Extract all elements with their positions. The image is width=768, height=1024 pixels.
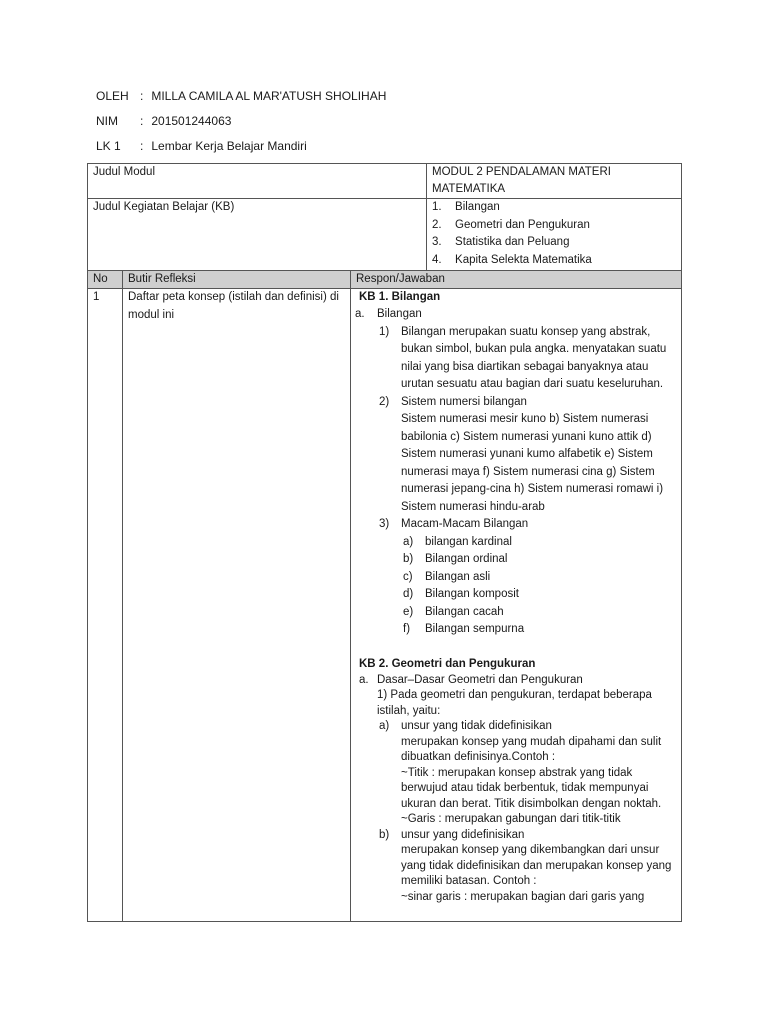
kb1-title: KB 1. Bilangan bbox=[359, 291, 441, 303]
kb2-item-b: b) unsur yang didefinisikan bbox=[379, 828, 525, 841]
kb2-garis: ~Garis : merupakan gabungan dari titik-titik bbox=[401, 813, 621, 825]
kb1-subitem: d) Bilangan komposit bbox=[403, 588, 519, 600]
kb-title-label: Judul Kegiatan Belajar (KB) bbox=[88, 199, 427, 271]
kb-title-row bbox=[88, 199, 682, 271]
kb1-item-2: 2) Sistem numersi bilangan bbox=[379, 395, 527, 408]
kb2-item-b-detail: merupakan konsep yang dikembangkan dari unsur yang tidak didefinisikan dan merupakan konsep yang memiliki batasan. Contoh : bbox=[401, 844, 672, 887]
kb2-section-a: a. Dasar–Dasar Geometri dan Pengukuran bbox=[359, 673, 583, 686]
kb2-intro: 1) Pada geometri dan pengukuran, terdapat beberapa istilah, yaitu: bbox=[377, 689, 652, 717]
author-line bbox=[96, 89, 386, 103]
kb2-title: KB 2. Geometri dan Pengukuran bbox=[359, 657, 536, 670]
header-respon: Respon/Jawaban bbox=[351, 271, 682, 289]
kb2-titik: ~Titik : merupakan konsep abstrak yang tidak berwujud atau tidak berbentuk, tidak mempunyai ukuran dan berat. Titik disimbolkan dengan noktah. bbox=[401, 766, 662, 810]
kb2-item-a: a) unsur yang tidak didefinisikan bbox=[379, 720, 552, 732]
table-row bbox=[88, 289, 682, 922]
header-butir: Butir Refleksi bbox=[123, 271, 351, 289]
kb2-item-a-detail: merupakan konsep yang mudah dipahami dan sulit dibuatkan definisinya.Contoh : bbox=[401, 735, 662, 763]
row-number: 1 bbox=[88, 289, 123, 922]
reflection-table bbox=[87, 163, 682, 922]
nim-line bbox=[96, 114, 231, 128]
author-name: MILLA CAMILA AL MAR'ATUSH SHOLIHAH bbox=[151, 89, 387, 103]
nim-value: 201501244063 bbox=[151, 114, 232, 128]
kb-list-item: 2. Geometri dan Pengukuran bbox=[432, 218, 590, 231]
author-key: OLEH bbox=[96, 89, 129, 103]
section-spacer bbox=[355, 639, 681, 656]
kb1-item-1: 1) Bilangan merupakan suatu konsep yang abstrak, bukan simbol, bukan pula angka. menyatakan suatu nilai yang bisa diartikan sebagai banyaknya atau urutan sesuatu atau bagian dari suatu keseluruhan. bbox=[379, 325, 667, 390]
row-response bbox=[351, 289, 682, 922]
kb1-item-3: 3) Macam-Macam Bilangan bbox=[379, 518, 529, 530]
nim-colon: : bbox=[140, 114, 144, 128]
kb-list bbox=[427, 199, 682, 271]
lk-colon: : bbox=[140, 139, 144, 153]
kb1-section-a: a. Bilangan bbox=[355, 308, 422, 320]
kb1-subitem: a) bilangan kardinal bbox=[403, 535, 512, 548]
author-colon: : bbox=[140, 89, 144, 103]
kb1-item-2-detail: Sistem numerasi mesir kuno b) Sistem numerasi babilonia c) Sistem numerasi yunani kuno attik d) Sistem numerasi yunani kumo alfabetik e) Sistem numerasi maya f) Sistem numerasi cina g) Sistem numerasi jepang-cina h) Sistem numerasi romawi i) Sistem numerasi hindu-arab bbox=[401, 413, 664, 513]
kb1-subitem: b) Bilangan ordinal bbox=[403, 553, 508, 565]
lk-line bbox=[96, 139, 307, 153]
kb1-subitem: f) Bilangan sempurna bbox=[403, 623, 525, 635]
kb-list-item: 4. Kapita Selekta Matematika bbox=[432, 253, 592, 266]
header-no: No bbox=[88, 271, 123, 289]
row-butir: Daftar peta konsep (istilah dan definisi) di modul ini bbox=[123, 289, 351, 922]
kb2-sinar: ~sinar garis : merupakan bagian dari garis yang bbox=[401, 890, 645, 903]
module-title-row bbox=[88, 164, 682, 199]
kb1-subitem: c) Bilangan asli bbox=[403, 570, 491, 583]
lk-key: LK 1 bbox=[96, 139, 121, 153]
module-title-label: Judul Modul bbox=[88, 164, 427, 199]
module-title-value: MODUL 2 PENDALAMAN MATERI MATEMATIKA bbox=[427, 164, 682, 199]
kb-list-item: 3. Statistika dan Peluang bbox=[432, 236, 570, 248]
nim-key: NIM bbox=[96, 114, 118, 128]
lk-value: Lembar Kerja Belajar Mandiri bbox=[151, 139, 307, 153]
table-header-row bbox=[88, 271, 682, 289]
kb1-subitem: e) Bilangan cacah bbox=[403, 605, 504, 618]
kb-list-item: 1. Bilangan bbox=[432, 201, 500, 213]
